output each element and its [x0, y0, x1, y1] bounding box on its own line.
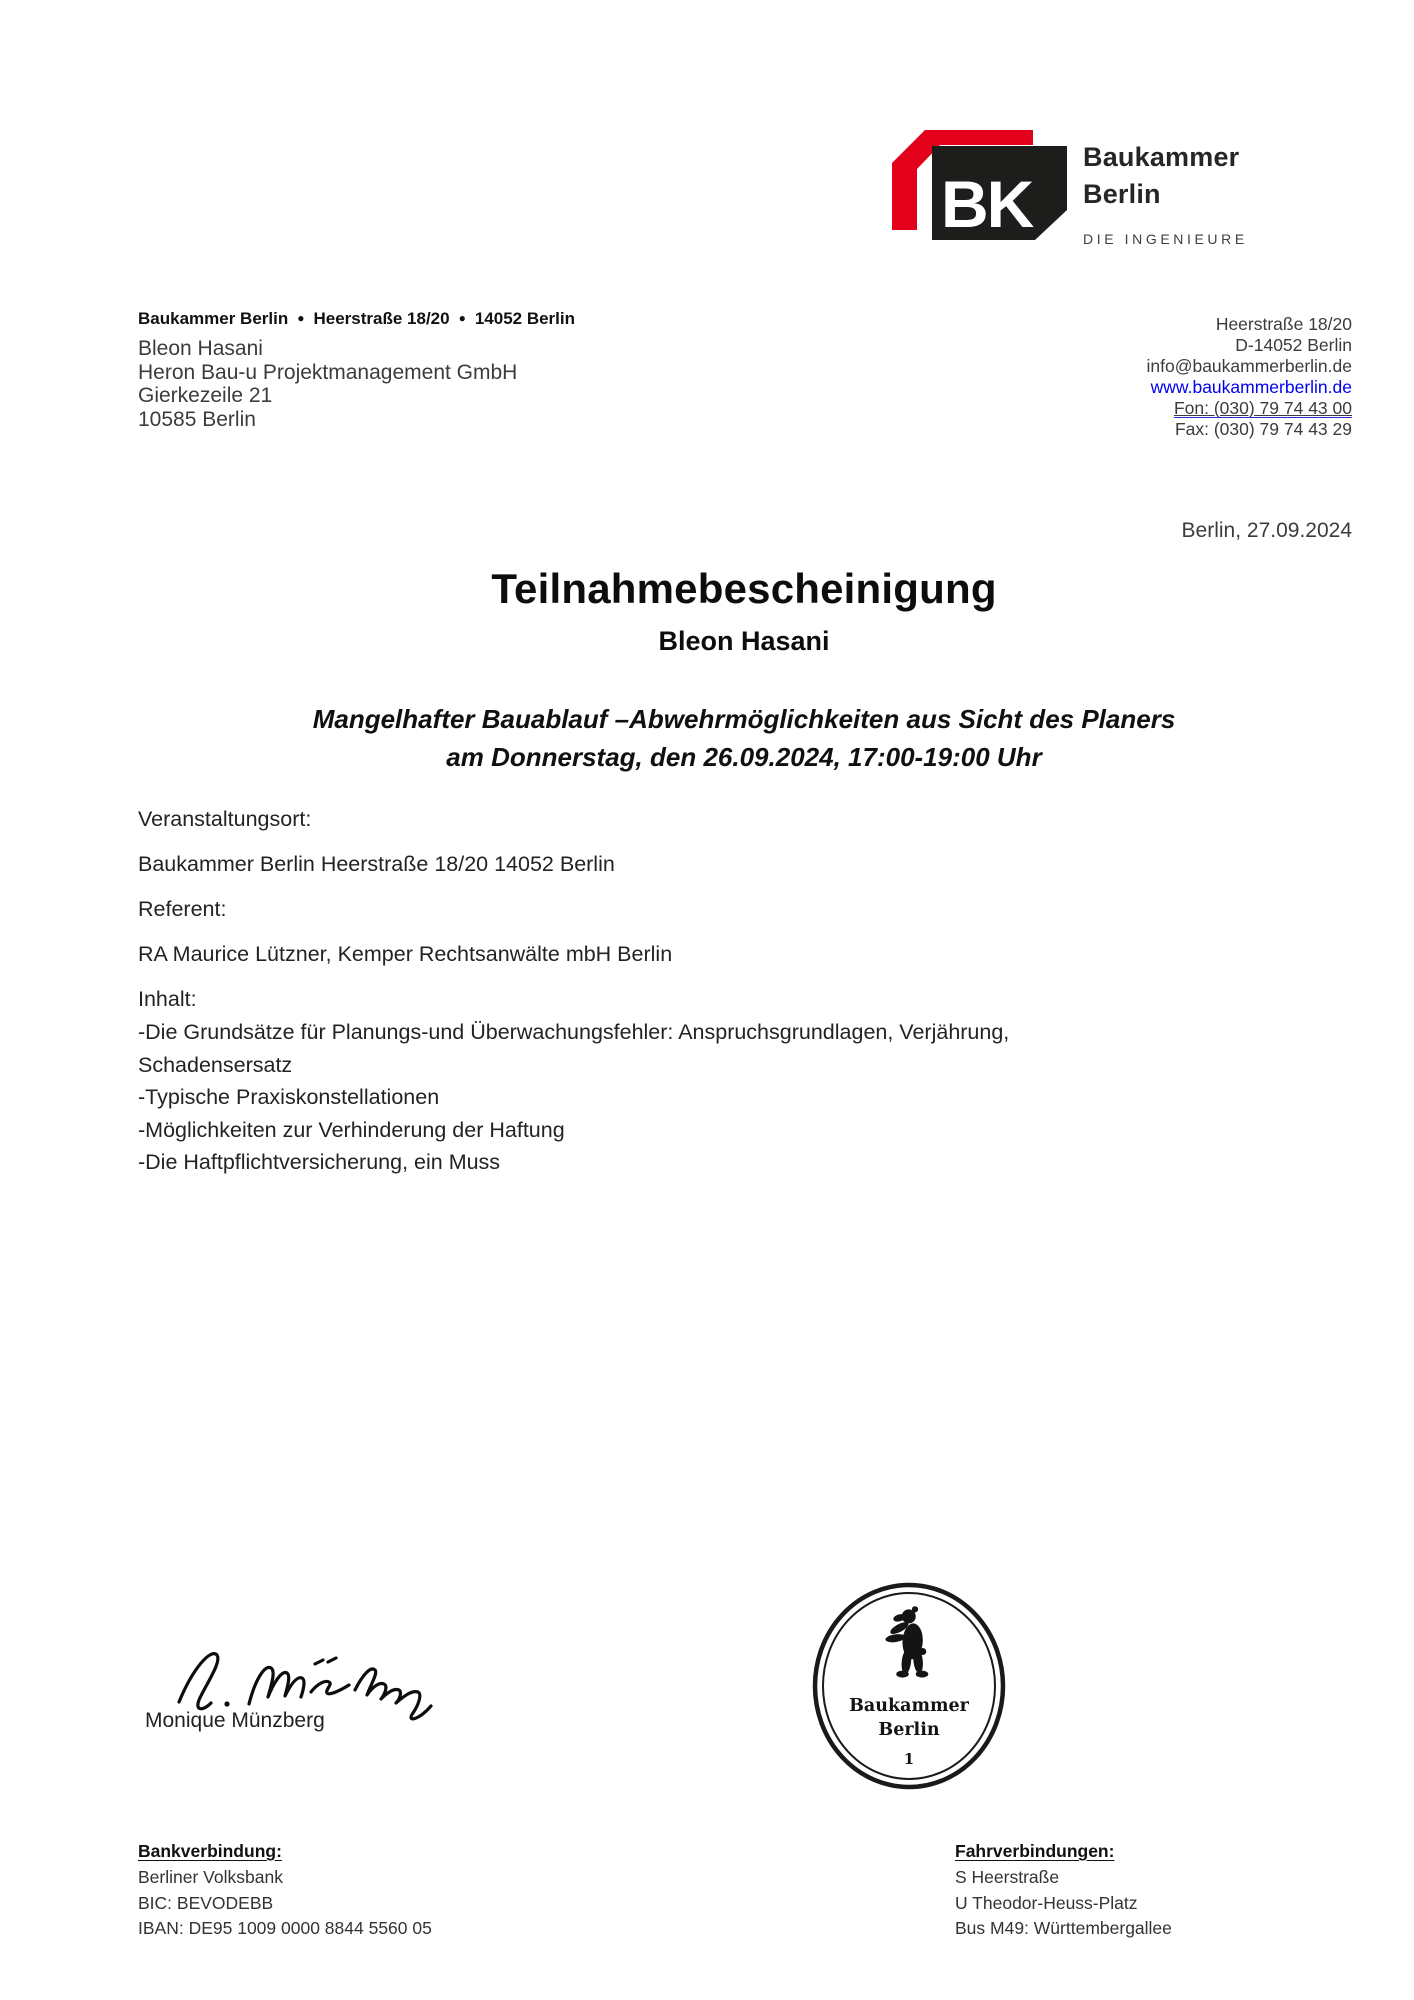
recipient-street: Gierkezeile 21	[138, 384, 273, 407]
location-label: Veranstaltungsort:	[138, 807, 312, 831]
sender-part3: 14052 Berlin	[474, 309, 576, 328]
content-label: Inhalt:	[138, 987, 197, 1011]
logo-name-line1: Baukammer	[1083, 142, 1240, 172]
contact-phone-link[interactable]: Fon: (030) 79 74 43 00	[1173, 398, 1352, 418]
footer-bank-block	[138, 1839, 432, 1942]
bullet-separator-icon: ●	[458, 311, 466, 325]
signatory-name: Monique Münzberg	[145, 1709, 325, 1732]
recipient-city: 10585 Berlin	[138, 407, 256, 431]
logo-name-line2: Berlin	[1083, 179, 1161, 209]
logo-tagline: DIE INGENIEURE	[1083, 231, 1248, 247]
referent-label: Referent:	[138, 897, 227, 921]
details-block	[138, 806, 1150, 1031]
sender-part2: Heerstraße 18/20	[313, 309, 450, 328]
content-item: -Die Haftpflichtversicherung, ein Muss	[138, 1150, 501, 1174]
bank-name: Berliner Volksbank	[138, 1866, 283, 1887]
recipient-address	[138, 337, 517, 431]
seminar-title-block	[138, 701, 1350, 776]
stamp-text-line1: Baukammer	[849, 1696, 969, 1716]
contact-email[interactable]: info@baukammerberlin.de	[1146, 356, 1352, 376]
page-title: Teilnahmebescheinigung	[491, 565, 997, 612]
content-item: -Möglichkeiten zur Verhinderung der Haftung	[138, 1117, 565, 1142]
content-list	[138, 1016, 1138, 1179]
referent-value: RA Maurice Lützner, Kemper Rechtsanwälte mbH Berlin	[138, 942, 673, 966]
bank-bic: BIC: BEVODEBB	[138, 1892, 274, 1913]
bullet-separator-icon: ●	[297, 311, 305, 325]
sender-line	[138, 309, 575, 329]
contact-city: D-14052 Berlin	[1235, 335, 1352, 355]
transit-ubahn: U Theodor-Heuss-Platz	[955, 1892, 1138, 1913]
contact-block	[1146, 314, 1352, 440]
recipient-name: Bleon Hasani	[138, 337, 263, 360]
stamp-text-line2: Berlin	[878, 1720, 940, 1740]
footer-transit-block	[955, 1839, 1172, 1942]
contact-website-link[interactable]: www.baukammerberlin.de	[1150, 377, 1352, 397]
content-item: -Typische Praxiskonstellationen	[138, 1085, 440, 1109]
sender-part1: Baukammer Berlin	[138, 309, 289, 328]
round-stamp	[811, 1581, 1007, 1791]
contact-fax: Fax: (030) 79 74 43 29	[1174, 419, 1352, 439]
contact-street: Heerstraße 18/20	[1215, 314, 1352, 334]
bk-logo-icon	[892, 130, 1068, 242]
seminar-title: Mangelhafter Bauablauf –Abwehrmöglichkeiten aus Sicht des Planers	[312, 704, 1176, 734]
location-value: Baukammer Berlin Heerstraße 18/20 14052 Berlin	[138, 852, 615, 876]
bank-iban: IBAN: DE95 1009 0000 8844 5560 05	[138, 1918, 432, 1939]
recipient-company: Heron Bau-u Projektmanagement GmbH	[138, 360, 518, 384]
transit-bus: Bus M49: Württembergallee	[955, 1918, 1172, 1939]
logo-wordmark	[1083, 139, 1239, 213]
logo-mark-letters: BK	[941, 167, 1033, 241]
berlin-bear-icon	[885, 1606, 928, 1677]
date-line: Berlin, 27.09.2024	[1181, 519, 1352, 542]
transit-sbahn: S Heerstraße	[955, 1866, 1060, 1887]
content-item: -Die Grundsätze für Planungs-und Überwachungsfehler: Anspruchsgrundlagen, Verjährung, Schadensersatz	[138, 1020, 1010, 1077]
attendee-name: Bleon Hasani	[658, 626, 830, 656]
bank-heading: Bankverbindung:	[138, 1841, 282, 1861]
headline-block	[138, 565, 1350, 657]
stamp-number: 1	[903, 1750, 915, 1768]
seminar-datetime: am Donnerstag, den 26.09.2024, 17:00-19:00 Uhr	[446, 741, 1042, 772]
transit-heading: Fahrverbindungen:	[955, 1841, 1115, 1861]
